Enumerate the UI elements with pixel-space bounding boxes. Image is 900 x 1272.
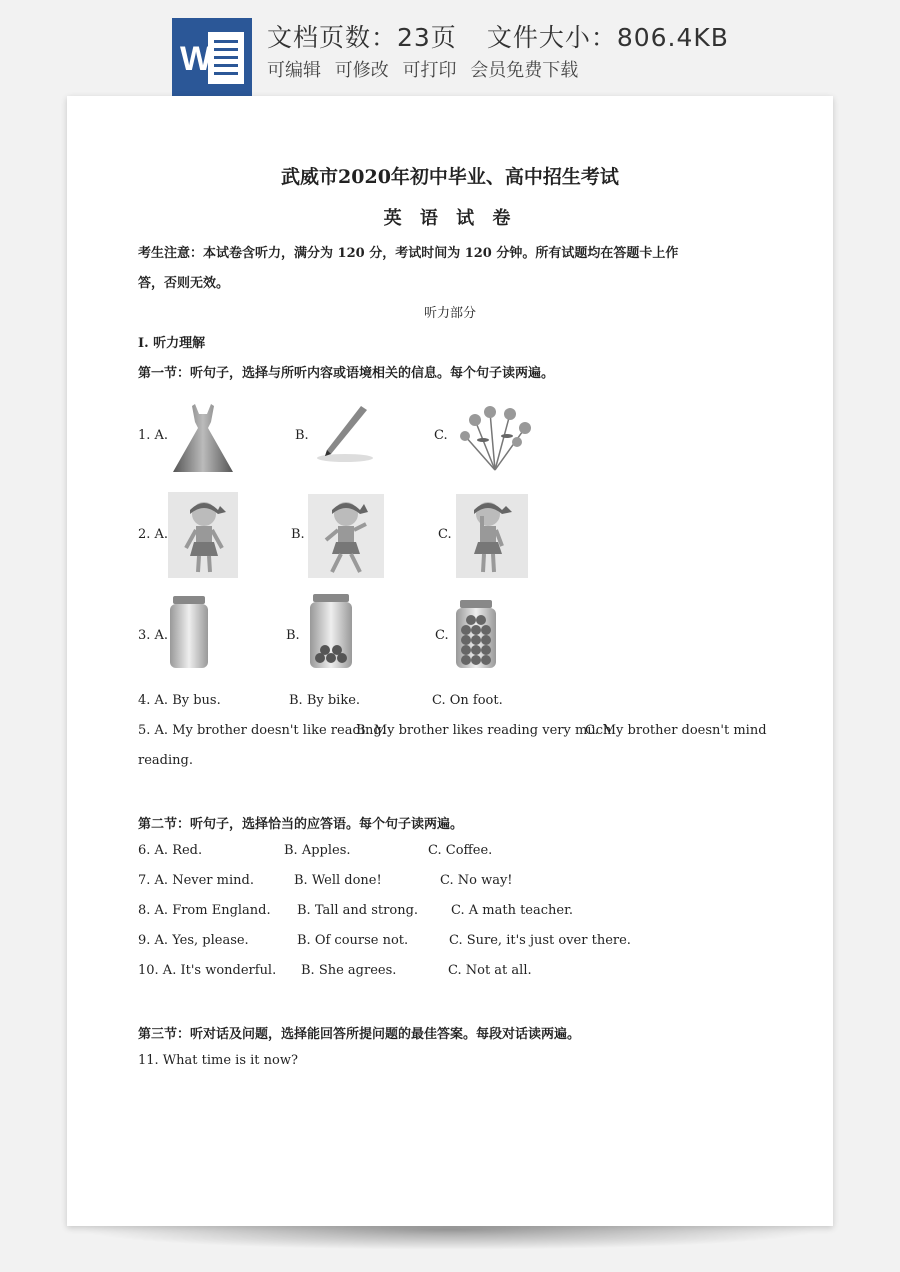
section-2-instruction: 第二节：听句子，选择恰当的应答语。每个句子读两遍。 xyxy=(138,817,464,832)
half-jar-image xyxy=(304,592,358,670)
notice-line-1: 考生注意：本试卷含听力，满分为 120 分，考试时间为 120 分钟。所有试题均在答题卡上作 xyxy=(138,246,679,261)
q6-option-a: 6. A. Red. xyxy=(138,843,203,858)
q6-option-c: C. Coffee. xyxy=(428,843,493,858)
exam-title: 武威市2020年初中毕业、高中招生考试 xyxy=(281,166,619,188)
document-page xyxy=(67,96,833,1226)
q11-question: 11. What time is it now? xyxy=(138,1053,298,1068)
q5-option-c: C. My brother doesn't mind xyxy=(585,723,767,738)
q8-option-a: 8. A. From England. xyxy=(138,903,271,918)
q9-option-a: 9. A. Yes, please. xyxy=(138,933,249,948)
feature-editable: 可编辑 xyxy=(267,60,321,81)
q3-option-b: B. xyxy=(286,628,300,643)
q10-option-b: B. She agrees. xyxy=(301,963,397,978)
full-jar-image xyxy=(452,598,500,670)
q8-option-c: C. A math teacher. xyxy=(451,903,574,918)
q1-option-b: B. xyxy=(295,428,309,443)
q8-option-b: B. Tall and strong. xyxy=(297,903,419,918)
q5-option-a: 5. A. My brother doesn't like reading. xyxy=(138,723,386,738)
page-count: 文档页数：23页 xyxy=(267,23,457,52)
q7-option-b: B. Well done! xyxy=(294,873,382,888)
q1-option-c: C. xyxy=(434,428,448,443)
section-1-instruction: 第一节：听句子，选择与所听内容或语境相关的信息。每个句子读两遍。 xyxy=(138,366,555,381)
exam-subtitle: 英 语 试 卷 xyxy=(383,208,517,229)
download-header xyxy=(0,0,900,96)
file-meta xyxy=(267,18,729,54)
feature-free-download: 会员免费下载 xyxy=(470,60,579,81)
girl-standing-image xyxy=(168,492,238,578)
notice-line-2: 答，否则无效。 xyxy=(138,276,230,291)
q2-option-b: B. xyxy=(291,527,305,542)
q2-option-c: C. xyxy=(438,527,452,542)
file-size: 文件大小：806.4KB xyxy=(486,23,729,52)
q10-option-c: C. Not at all. xyxy=(448,963,532,978)
listening-part-heading: 听力部分 xyxy=(423,306,476,321)
q10-option-a: 10. A. It's wonderful. xyxy=(138,963,277,978)
feature-printable: 可打印 xyxy=(402,60,457,81)
q4-option-c: C. On foot. xyxy=(432,693,503,708)
flowers-image xyxy=(455,400,535,472)
feature-list xyxy=(267,56,586,82)
feature-modifiable: 可修改 xyxy=(334,60,389,81)
q6-option-b: B. Apples. xyxy=(284,843,351,858)
q2-option-a: 2. A. xyxy=(138,527,169,542)
q4-option-a: 4. A. By bus. xyxy=(138,693,221,708)
q5-option-b: B. My brother likes reading very much. xyxy=(356,723,616,738)
q3-option-c: C. xyxy=(435,628,449,643)
empty-jar-image xyxy=(167,594,211,670)
section-i-heading: I. 听力理解 xyxy=(138,336,206,351)
pen-image xyxy=(315,402,377,466)
q9-option-c: C. Sure, it's just over there. xyxy=(449,933,631,948)
q7-option-c: C. No way! xyxy=(440,873,513,888)
girl-walking-image xyxy=(308,494,384,578)
dress-image xyxy=(171,400,235,474)
q9-option-b: B. Of course not. xyxy=(297,933,409,948)
word-icon xyxy=(172,18,252,96)
document-lines xyxy=(208,32,244,84)
section-3-instruction: 第三节：听对话及问题，选择能回答所提问题的最佳答案。每段对话读两遍。 xyxy=(138,1027,581,1042)
q7-option-a: 7. A. Never mind. xyxy=(138,873,254,888)
q1-option-a: 1. A. xyxy=(138,428,169,443)
q5-option-c-continued: reading. xyxy=(138,753,193,768)
girl-sick-image xyxy=(456,494,528,578)
word-letter: W xyxy=(180,40,213,78)
q3-option-a: 3. A. xyxy=(138,628,169,643)
q4-option-b: B. By bike. xyxy=(289,693,361,708)
